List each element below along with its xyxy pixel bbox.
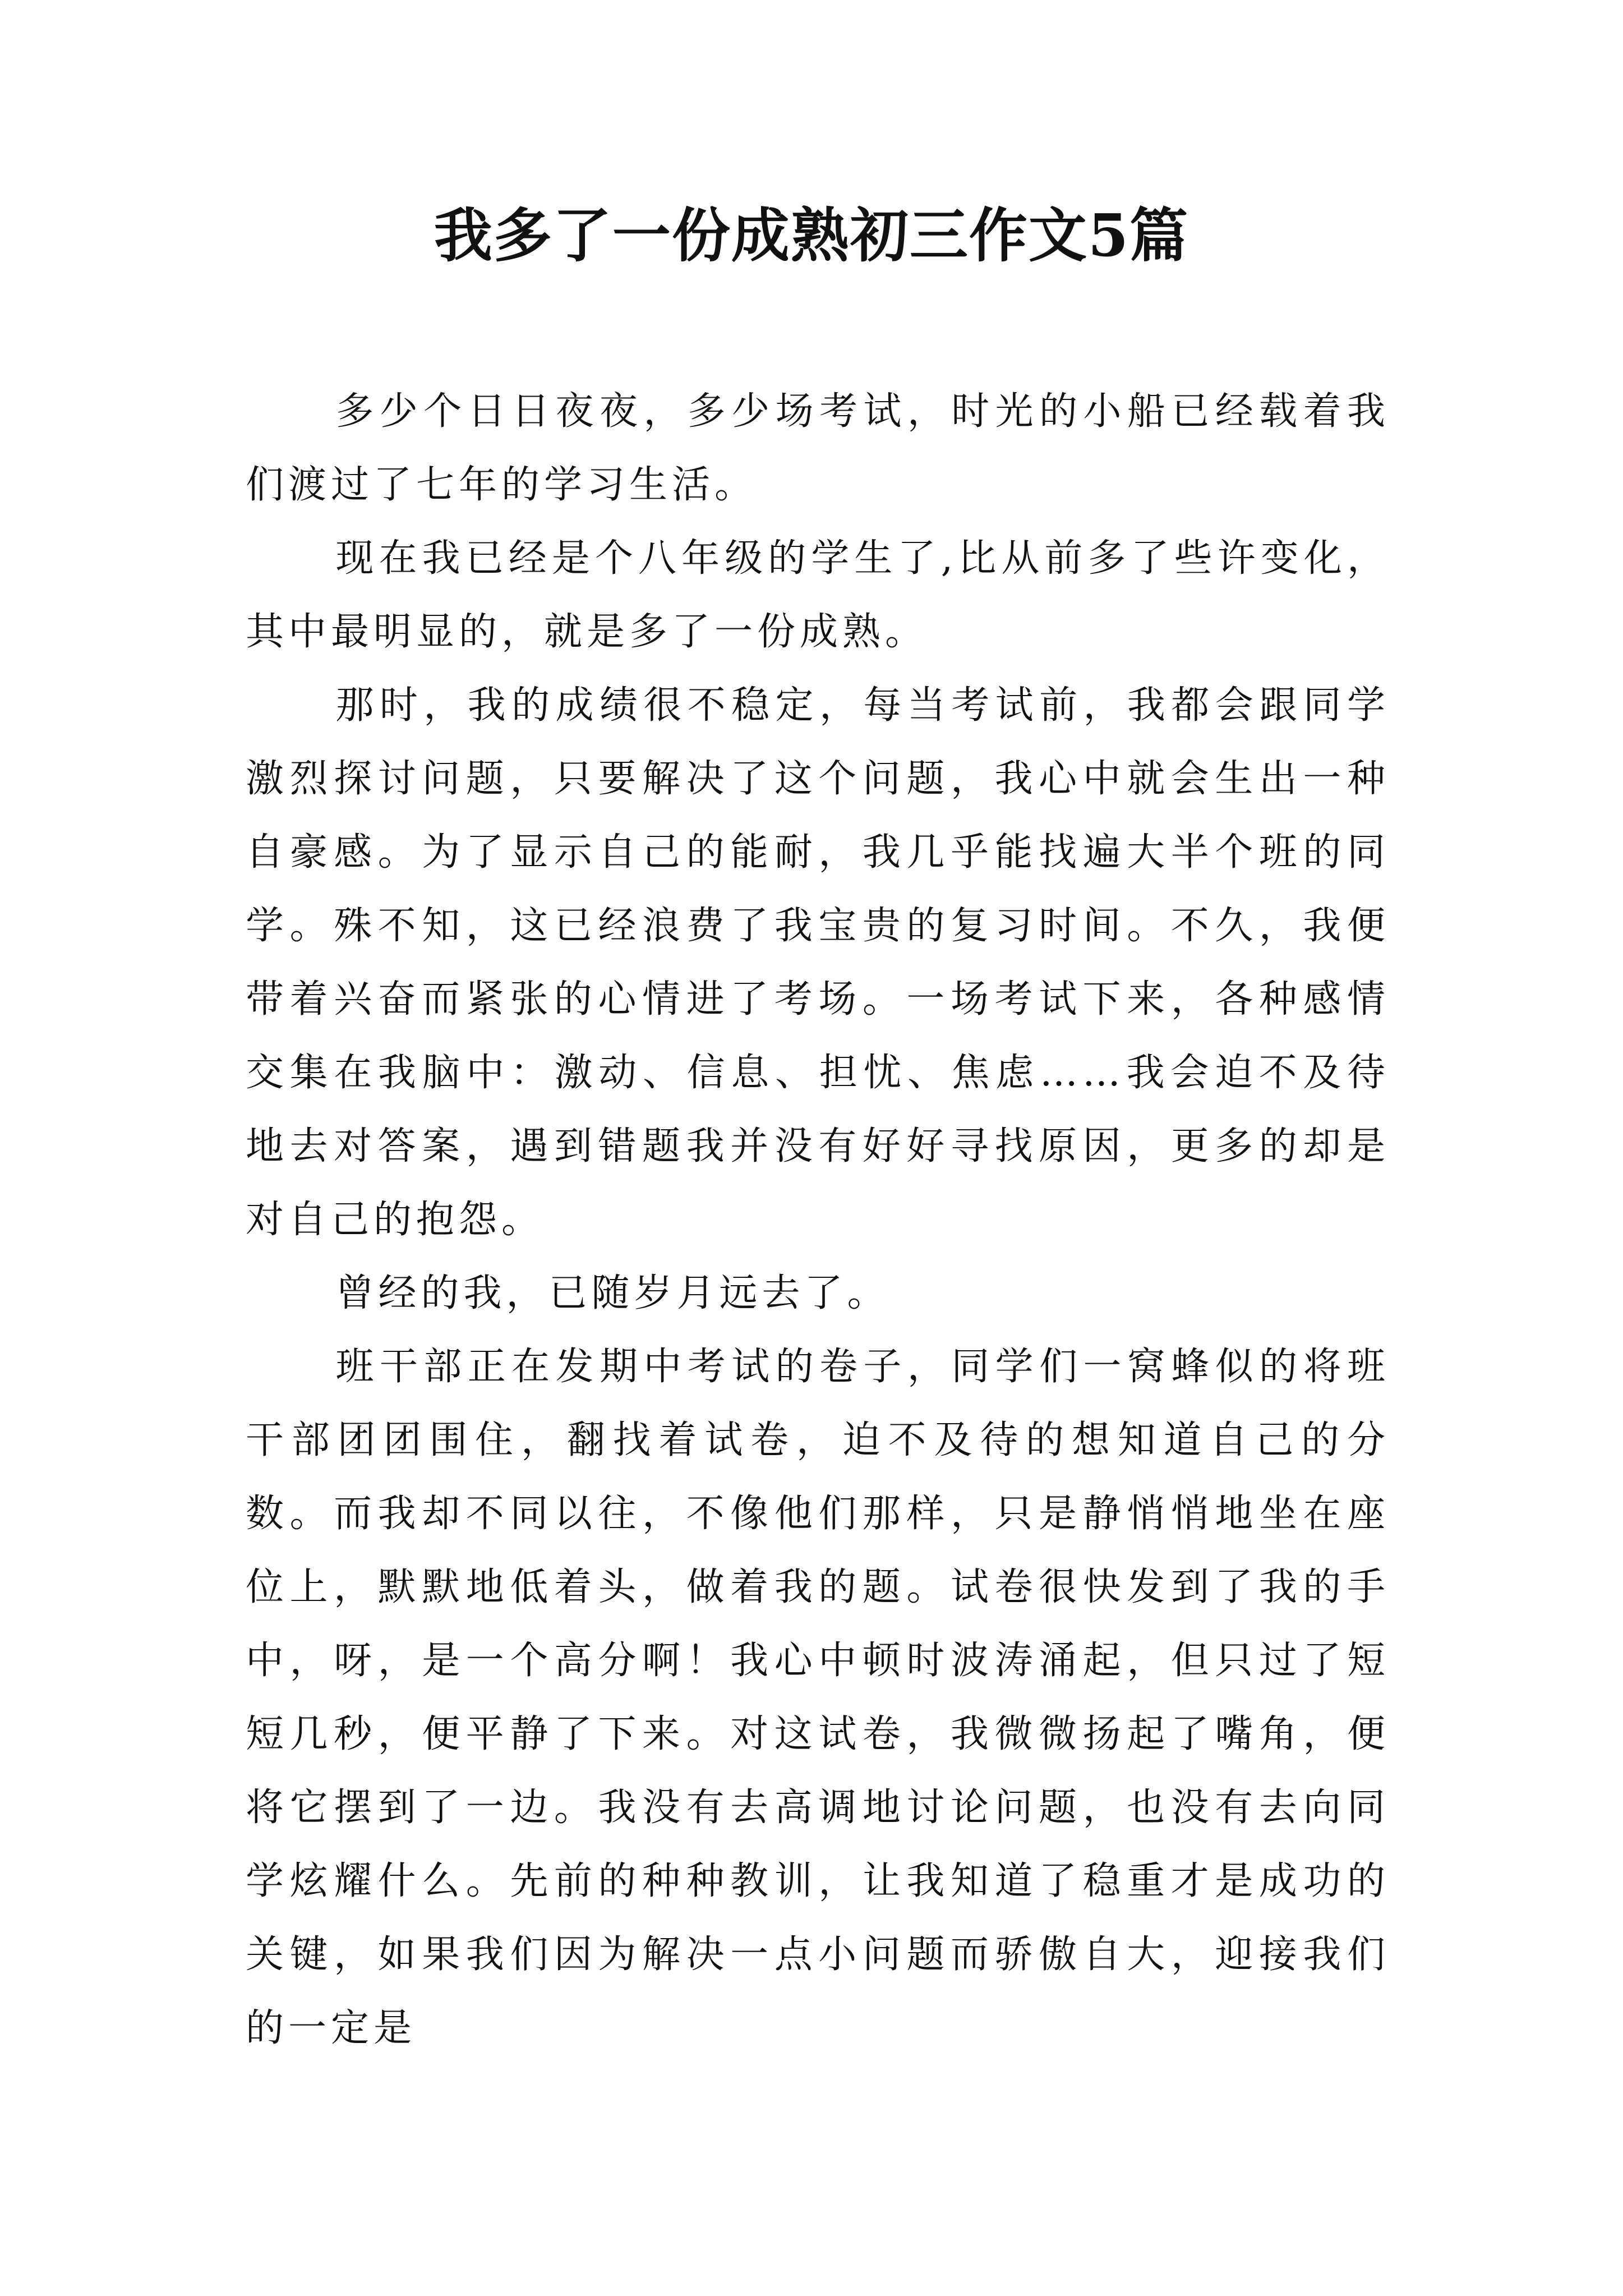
document-body — [246, 375, 1390, 2065]
paragraph-2: 现在我已经是个八年级的学生了,比从前多了些许变化，其中最明显的，就是多了一份成熟。 — [246, 536, 1390, 654]
paragraph-3: 那时，我的成绩很不稳定，每当考试前，我都会跟同学激烈探讨问题，只要解决了这个问题，我心中就会生出一种自豪感。为了显示自己的能耐，我几乎能找遍大半个班的同学。殊不知，这已经浪费了我宝贵的复习时间。不久，我便带着兴奋而紧张的心情进了考场。一场考试下来，各种感情交集在我脑中：激动、信息、担忧、焦虑……我会迫不及待地去对答案，遇到错题我并没有好好寻找原因，更多的却是对自己的抱怨。 — [246, 683, 1390, 1242]
paragraph-1: 多少个日日夜夜，多少场考试，时光的小船已经载着我们渡过了七年的学习生活。 — [246, 389, 1390, 507]
paragraph-5: 班干部正在发期中考试的卷子，同学们一窝蜂似的将班干部团团围住，翻找着试卷，迫不及待的想知道自己的分数。而我却不同以往，不像他们那样，只是静悄悄地坐在座位上，默默地低着头，做着我的题。试卷很快发到了我的手中，呀，是一个高分啊！我心中顿时波涛涌起，但只过了短短几秒，便平静了下来。对这试卷，我微微扬起了嘴角，便将它摆到了一边。我没有去高调地讨论问题，也没有去向同学炫耀什么。先前的种种教训，让我知道了稳重才是成功的关键，如果我们因为解决一点小问题而骄傲自大，迎接我们的一定是 — [246, 1345, 1390, 2050]
document-title: 我多了一份成熟初三作文5篇 — [434, 201, 1189, 270]
paragraph-4: 曾经的我，已随岁月远去了。 — [335, 1271, 890, 1315]
